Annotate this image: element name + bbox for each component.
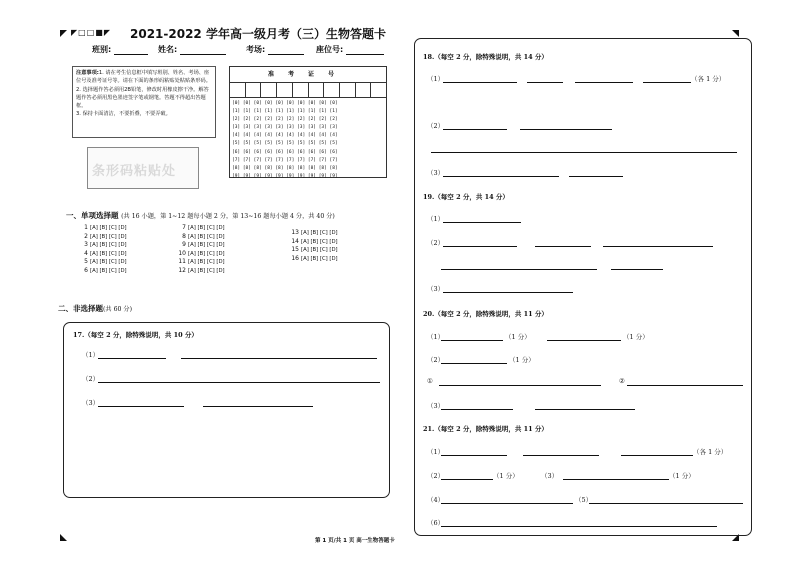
mc-question-row[interactable] (78, 233, 127, 242)
mc-options[interactable]: [A] [B] [C] [D] (301, 255, 338, 262)
mc-question-row[interactable] (289, 229, 338, 238)
ticket-bubble-grid[interactable] (230, 98, 386, 183)
ticket-number-box[interactable] (229, 66, 387, 178)
answer-line[interactable] (611, 269, 663, 270)
answer-line[interactable] (98, 358, 166, 359)
ticket-bubble-row[interactable]: [1] [1] [1] [1] [1] [1] [1] [1] [1] [1] (232, 109, 338, 115)
answer-line[interactable] (443, 222, 521, 223)
ticket-bubble-row[interactable]: [6] [6] [6] [6] [6] [6] [6] [6] [6] [6] (232, 149, 338, 155)
corner-mark-top-left (60, 30, 67, 37)
mc-options[interactable]: [A] [B] [C] [D] (188, 250, 225, 257)
q20-label-3: （3） (427, 402, 445, 410)
answer-line[interactable] (98, 406, 184, 407)
q20-label-sub-2: ② (619, 377, 625, 385)
mc-question-number: 4 (84, 249, 88, 257)
q21-one-point-note: （1 分） (669, 472, 695, 480)
mc-question-number: 3 (84, 241, 88, 248)
mc-question-row[interactable] (78, 241, 127, 250)
ticket-bubble-row[interactable]: [5] [5] [5] [5] [5] [5] [5] [5] [5] [5] (232, 141, 338, 147)
mc-question-number: 12 (178, 266, 186, 274)
q17-label-2: （2） (82, 375, 100, 383)
mc-question-number: 5 (84, 258, 88, 265)
mc-options[interactable]: [A] [B] [C] [D] (188, 242, 225, 248)
mc-question-row[interactable] (78, 250, 127, 259)
mc-question-number: 14 (291, 237, 299, 245)
mc-question-row[interactable] (176, 224, 225, 233)
mc-question-row[interactable] (78, 267, 127, 276)
answer-line[interactable] (203, 406, 313, 407)
name-field[interactable]: 姓名: (158, 44, 226, 55)
ticket-bubble-row[interactable]: [3] [3] [3] [3] [3] [3] [3] [3] [3] [3] (232, 125, 338, 131)
seat-field[interactable]: 座位号: (316, 44, 384, 55)
mc-options[interactable]: [A] [B] [C] [D] (90, 267, 127, 274)
answer-line[interactable] (535, 246, 591, 247)
q18-label-3: （3） (427, 169, 445, 177)
ticket-bubble-row[interactable]: [0] [0] [0] [0] [0] [0] [0] [0] [0] [0] (232, 101, 338, 106)
mc-options[interactable]: [A] [B] [C] [D] (301, 247, 338, 253)
q21-label-5: （5） (575, 496, 593, 504)
q17-answer-box[interactable] (63, 322, 390, 498)
section-1-heading: 一、单项选择题 (共 16 小题，第 1~12 题每小题 2 分，第 13~16 题每小题 4 分，共 40 分) (66, 211, 335, 220)
q17-label-3: （3） (82, 399, 100, 407)
mc-question-row[interactable] (289, 255, 338, 264)
answer-line[interactable] (443, 246, 517, 247)
mc-question-row[interactable] (289, 246, 338, 255)
answer-line[interactable] (439, 385, 601, 386)
mc-options[interactable]: [A] [B] [C] [D] (90, 250, 127, 257)
class-field[interactable]: 班别: (92, 44, 148, 55)
mc-options[interactable]: [A] [B] [C] [D] (188, 225, 225, 231)
mc-question-number: 15 (291, 246, 299, 253)
answer-line[interactable] (643, 82, 691, 83)
mc-question-number: 11 (178, 258, 186, 265)
answer-line[interactable] (441, 503, 573, 504)
q19-label-3: （3） (427, 285, 445, 293)
answer-line[interactable] (443, 129, 507, 130)
mc-question-number: 6 (84, 266, 88, 274)
answer-line[interactable] (563, 479, 669, 480)
right-answer-box[interactable] (414, 38, 752, 536)
answer-line[interactable] (441, 526, 717, 527)
q20-label-2: （2） (427, 356, 445, 364)
q18-each-note: （各 1 分） (691, 75, 726, 83)
ticket-write-cells[interactable] (230, 83, 386, 98)
mc-column-2[interactable] (176, 224, 225, 275)
q21-label-3: （3） (541, 472, 559, 480)
barcode-area: 条形码粘贴处 (87, 147, 199, 189)
q18-label-2: （2） (427, 122, 445, 130)
page-title: 2021-2022 学年高一级月考（三）生物答题卡 (130, 27, 386, 41)
corner-mark-bottom-left (60, 534, 67, 541)
mc-question-number: 2 (84, 232, 88, 240)
mc-options[interactable]: [A] [B] [C] [D] (301, 230, 338, 236)
mc-options[interactable]: [A] [B] [C] [D] (188, 259, 225, 265)
q21-label-6: （6） (427, 519, 445, 527)
ticket-bubble-row[interactable]: [2] [2] [2] [2] [2] [2] [2] [2] [2] [2] (232, 117, 338, 123)
mc-question-row[interactable] (78, 258, 127, 267)
mc-question-number: 13 (291, 229, 299, 236)
mc-options[interactable]: [A] [B] [C] [D] (90, 259, 127, 265)
ticket-bubble-row[interactable]: [4] [4] [4] [4] [4] [4] [4] [4] [4] [4] (232, 133, 338, 139)
answer-line[interactable] (547, 340, 621, 341)
mc-question-row[interactable] (176, 267, 225, 276)
q19-heading: 19.（每空 2 分，共 14 分） (423, 193, 509, 201)
answer-line[interactable] (520, 129, 612, 130)
mc-question-number: 1 (84, 224, 88, 231)
q21-each-note: （各 1 分） (693, 448, 728, 456)
q19-label-1: （1） (427, 215, 445, 223)
mc-question-number: 8 (182, 232, 186, 240)
mc-question-row[interactable] (176, 250, 225, 259)
answer-line[interactable] (569, 176, 623, 177)
answer-line[interactable] (98, 382, 380, 383)
room-field[interactable]: 考场: (246, 44, 304, 55)
answer-line[interactable] (443, 292, 573, 293)
answer-line[interactable] (621, 455, 693, 456)
mc-question-number: 7 (182, 224, 186, 231)
answer-line[interactable] (441, 455, 507, 456)
ticket-bubble-row[interactable]: [8] [8] [8] [8] [8] [8] [8] [8] [8] [8] (232, 165, 338, 171)
notice-item-1: 1. 请在考生信息框中填写班别、姓名、考场、座位号及准考证号等。请在下面的条形码粘贴处粘贴条形码。 (76, 70, 211, 85)
mc-question-row[interactable] (289, 238, 338, 247)
answer-line[interactable] (589, 503, 743, 504)
notice-box (72, 66, 216, 138)
q17-label-1: （1） (82, 351, 100, 359)
answer-line[interactable] (527, 82, 563, 83)
page-footer: 第 1 页/共 1 页 高一生物答题卡 (315, 538, 395, 544)
q21-label-4: （4） (427, 496, 445, 504)
notice-item-3: 3. 保持卡面清洁，不要折叠，不要弄破。 (76, 111, 171, 118)
notice-item-2: 2. 选择题作答必须用2B铅笔，修改时用橡皮擦干净。解答题作答必须用黑色墨迹签字笔或钢笔。答题不得超出答题框。 (76, 86, 209, 110)
mc-options[interactable]: [A] [B] [C] [D] (301, 238, 338, 245)
mc-options[interactable]: [A] [B] [C] [D] (90, 233, 127, 240)
ticket-bubble-row[interactable]: [9] [9] [9] [9] [9] [9] [9] [9] [9] [9] (232, 173, 338, 179)
mc-column-1[interactable] (78, 224, 127, 275)
mc-question-number: 16 (291, 254, 299, 262)
q21-heading: 21.（每空 2 分，除特殊说明，共 11 分） (423, 425, 548, 433)
mc-question-row[interactable] (176, 258, 225, 267)
q18-label-1: （1） (427, 75, 445, 83)
section-2-heading: 二、非选择题(共 60 分) (58, 304, 133, 313)
ticket-title: 准考证号 (230, 67, 386, 83)
answer-line[interactable] (441, 269, 597, 270)
mc-options[interactable]: [A] [B] [C] [D] (90, 225, 127, 231)
answer-line[interactable] (431, 152, 737, 153)
mc-options[interactable]: [A] [B] [C] [D] (188, 267, 225, 274)
mc-question-row[interactable] (176, 241, 225, 250)
mc-question-row[interactable] (176, 233, 225, 242)
q20-label-1: （1） (427, 333, 445, 341)
q20-label-sub-1: ① (427, 377, 433, 385)
mc-question-number: 10 (178, 249, 186, 257)
q20-heading: 20.（每空 2 分，除特殊说明，共 11 分） (423, 310, 548, 318)
answer-line[interactable] (575, 82, 633, 83)
answer-line[interactable] (627, 385, 743, 386)
q20-one-point-note: （1 分） (509, 356, 535, 364)
q18-heading: 18.（每空 2 分，除特殊说明，共 14 分） (423, 53, 548, 61)
answer-line[interactable] (441, 409, 513, 410)
q20-one-point-note: （1 分） (505, 333, 531, 341)
mc-column-3[interactable] (289, 229, 338, 263)
answer-line[interactable] (181, 358, 377, 359)
mc-options[interactable]: [A] [B] [C] [D] (90, 242, 127, 248)
q21-label-1: （1） (427, 448, 445, 456)
q19-label-2: （2） (427, 239, 445, 247)
answer-line[interactable] (441, 479, 493, 480)
alignment-marks: ◤□□■◤ (71, 28, 111, 37)
answer-line[interactable] (535, 409, 635, 410)
answer-line[interactable] (443, 176, 559, 177)
q17-heading: 17.（每空 2 分，除特殊说明，共 10 分） (73, 331, 198, 339)
q20-one-point-note: （1 分） (623, 333, 649, 341)
answer-line[interactable] (441, 340, 503, 341)
notice-title: 注意事项: (76, 70, 99, 76)
mc-question-number: 9 (182, 241, 186, 248)
answer-line[interactable] (523, 455, 599, 456)
ticket-bubble-row[interactable]: [7] [7] [7] [7] [7] [7] [7] [7] [7] [7] (232, 157, 338, 163)
corner-mark-top-right (732, 30, 739, 37)
q21-label-2: （2） (427, 472, 445, 480)
mc-options[interactable]: [A] [B] [C] [D] (188, 233, 225, 240)
answer-line[interactable] (443, 82, 517, 83)
mc-question-row[interactable] (78, 224, 127, 233)
answer-line[interactable] (603, 246, 713, 247)
answer-line[interactable] (441, 363, 507, 364)
q21-one-point-note: （1 分） (493, 472, 519, 480)
